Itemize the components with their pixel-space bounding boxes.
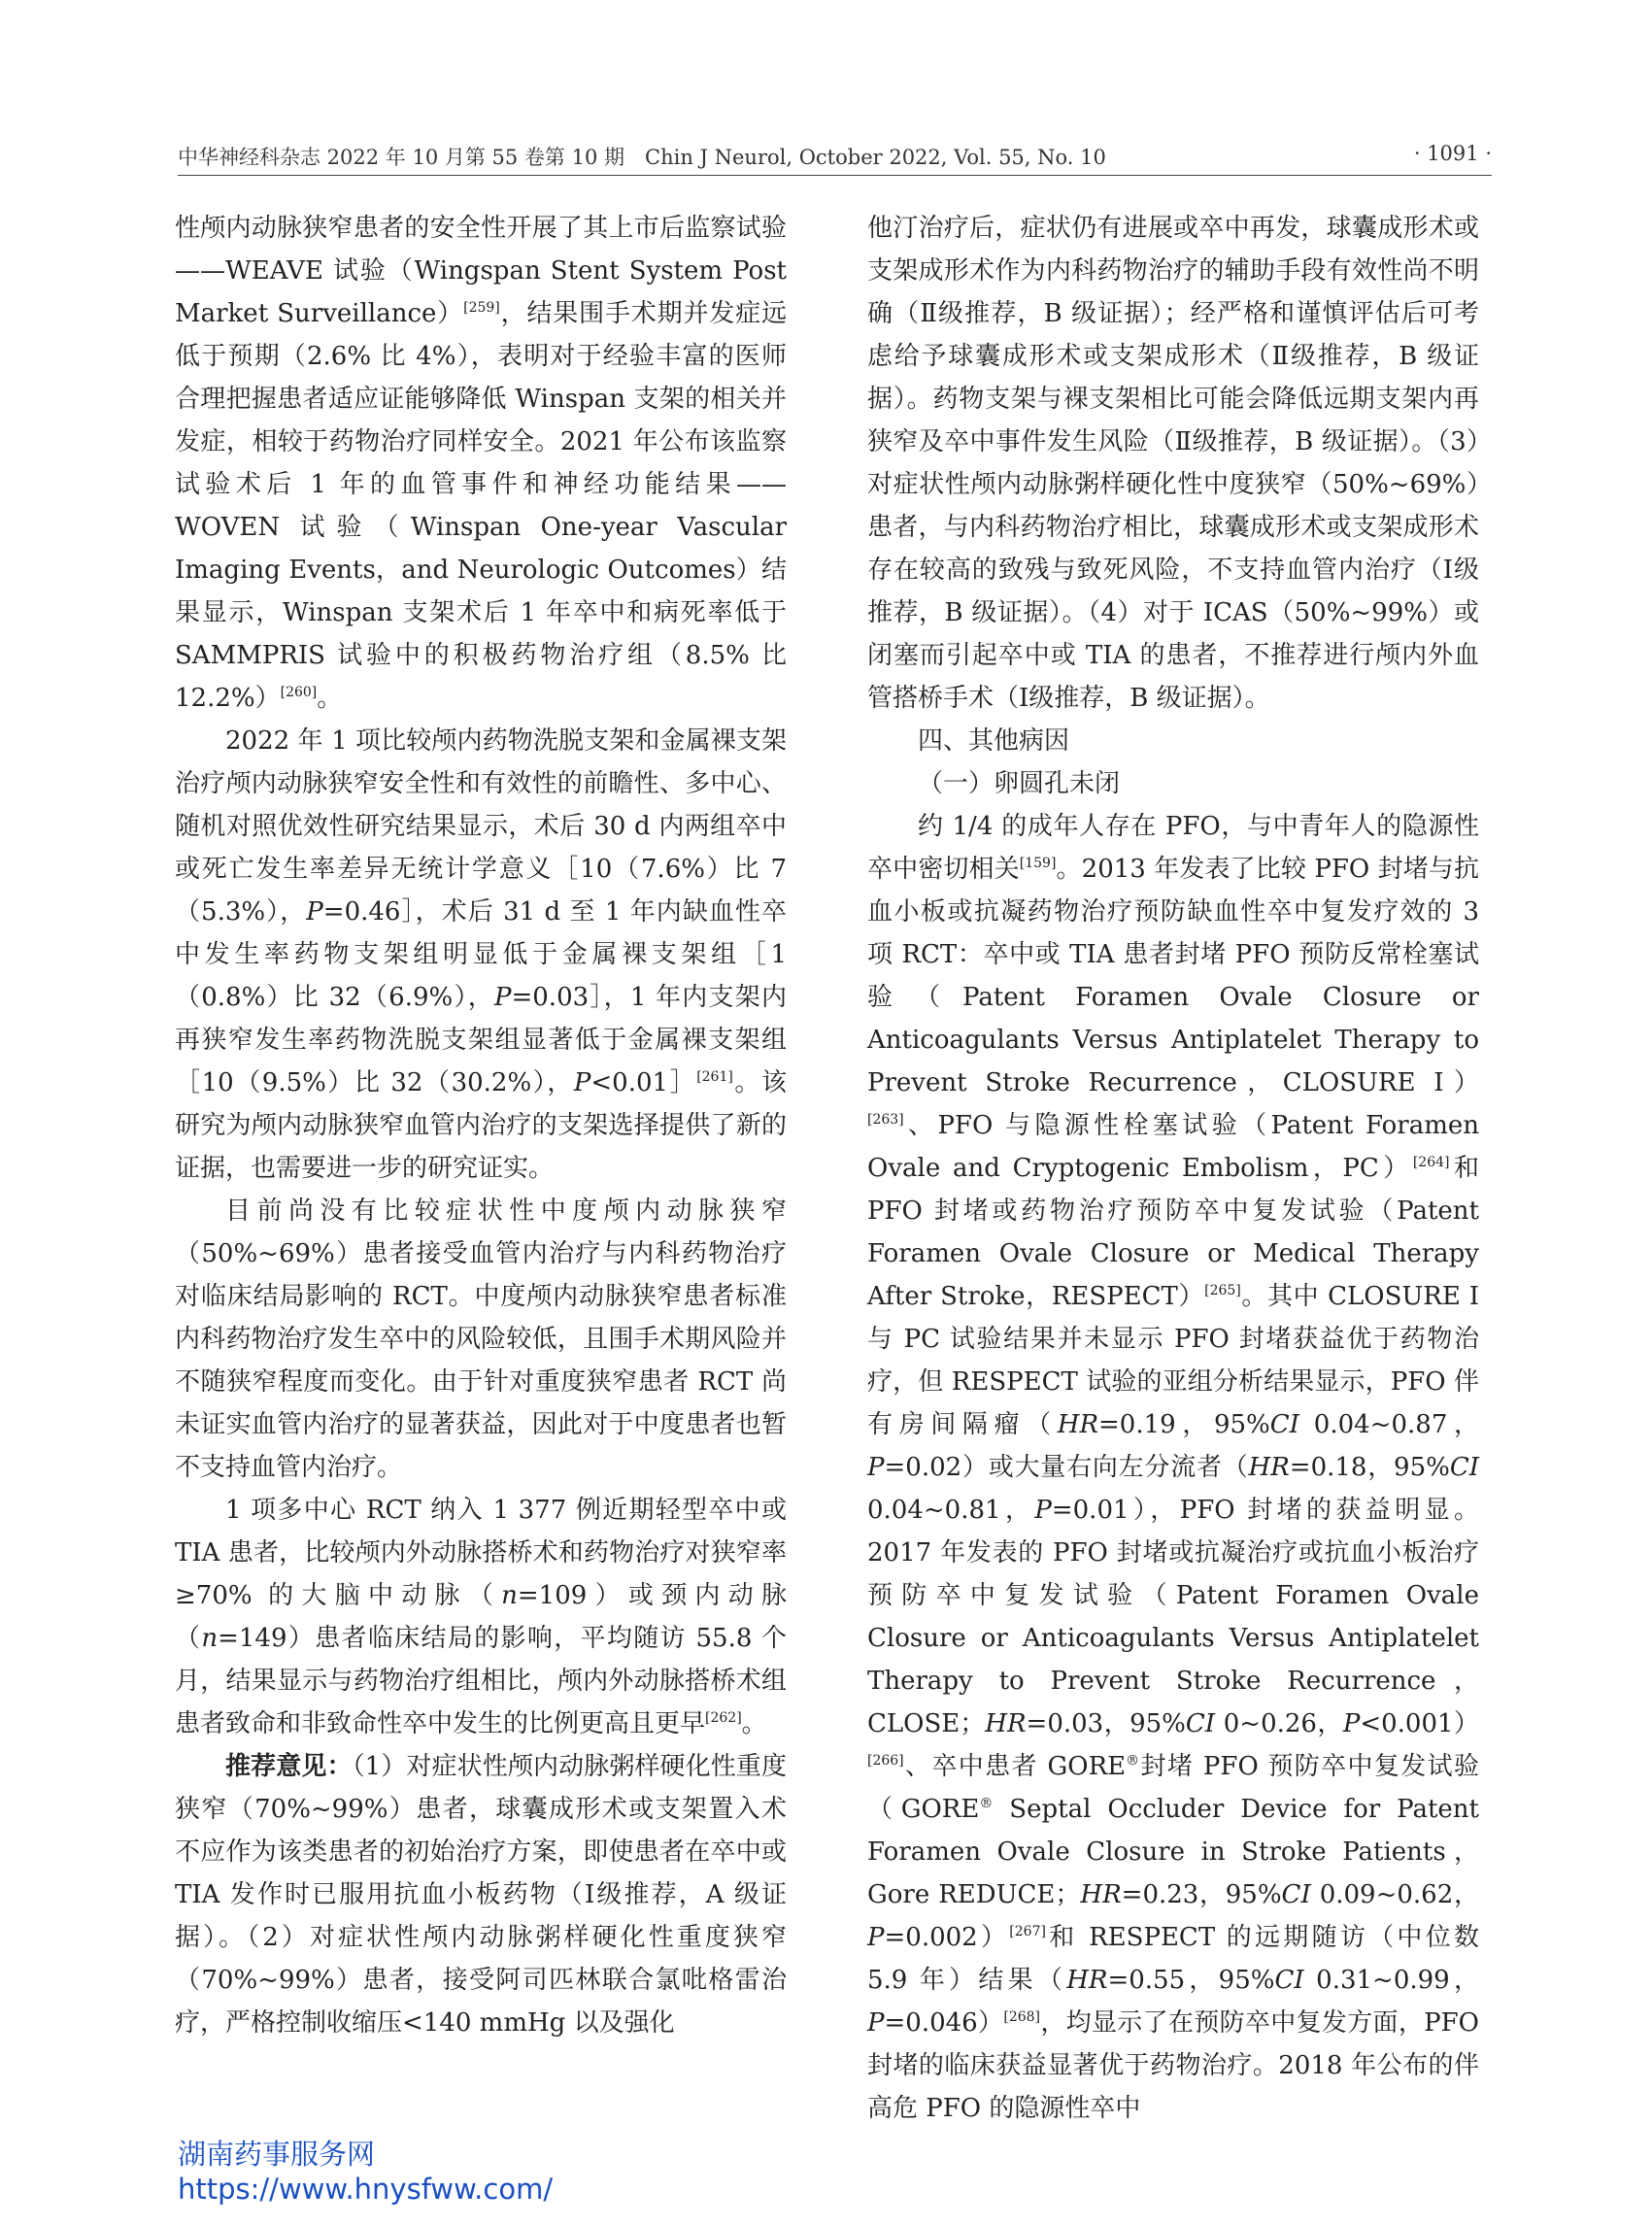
paragraph: 目前尚没有比较症状性中度颅内动脉狭窄（50%~69%）患者接受血管内治疗与内科药物治疗对临床结局影响的 RCT。中度颅内动脉狭窄患者标准内科药物治疗发生卒中的风险较低，且围手术期风险并不随狭窄程度而变化。由于针对重度狭窄患者 RCT 尚未证实血管内治疗的显著获益，因此对于中度患者也暂不支持血管内治疗。 bbox=[175, 1197, 787, 1482]
recommendation-paragraph: 推荐意见：（1）对症状性颅内动脉粥样硬化性重度狭窄（70%~99%）患者，球囊成形术或支架置入术不应作为该类患者的初始治疗方案，即使患者在卒中或 TIA 发作时已服用抗血小板药物（Ⅰ级推荐，A 级证据）。（2）对症状性颅内动脉粥样硬化性重度狭窄（70%~99%）患者，接受阿司匹林联合氯吡格雷治疗，严格控制收缩压<140 mmHg 以及强化 bbox=[175, 1752, 787, 2038]
paragraph: 约 1/4 的成年人存在 PFO，与中青年人的隐源性卒中密切相关[159]。2013 年发表了比较 PFO 封堵与抗血小板或抗凝药物治疗预防缺血性卒中复发疗效的 3 项 RCT：卒中或 TIA 患者封堵 PFO 预防反常栓塞试验（Patent Foramen Ovale Closure or Anticoagulants Versus Antiplatelet Therapy to Prevent Stroke Recurrence，CLOSURE Ⅰ）[263]、PFO 与隐源性栓塞试验（Patent Foramen Ovale and Cryptogenic Embolism，PC）[264]和 PFO 封堵或药物治疗预防卒中复发试验（Patent Foramen Ovale Closure or Medical Therapy After Stroke，RESPECT）[265]。其中 CLOSURE Ⅰ与 PC 试验结果并未显示 PFO 封堵获益优于药物治疗，但 RESPECT 试验的亚组分析结果显示，PFO 伴有房间隔瘤（HR=0.19，95%CI 0.04~0.87，P=0.02）或大量右向左分流者（HR=0.18，95%CI 0.04~0.81，P=0.01），PFO 封堵的获益明显。2017 年发表的 PFO 封堵或抗凝治疗或抗血小板治疗预防卒中复发试验（Patent Foramen Ovale Closure or Anticoagulants Versus Antiplatelet Therapy to Prevent Stroke Recurrence，CLOSE；HR=0.03，95%CI 0~0.26，P<0.001）[266]、卒中患者 GORE®封堵 PFO 预防卒中复发试验（GORE® Septal Occluder Device for Patent Foramen Ovale Closure in Stroke Patients，Gore REDUCE；HR=0.23，95%CI 0.09~0.62，P=0.002）[267]和 RESPECT 的远期随访（中位数 5.9 年）结果（HR=0.55，95%CI 0.31~0.99，P=0.046）[268]，均显示了在预防卒中复发方面，PFO 封堵的临床获益显著优于药物治疗。2018 年公布的伴高危 PFO 的隐源性卒中 bbox=[867, 812, 1480, 2123]
citation-ref[interactable]: [260] bbox=[280, 685, 318, 700]
running-header bbox=[178, 136, 1492, 176]
paragraph: 2022 年 1 项比较颅内药物洗脱支架和金属裸支架治疗颅内动脉狭窄安全性和有效性的前瞻性、多中心、随机对照优效性研究结果显示，术后 30 d 内两组卒中或死亡发生率差异无统计学意义［10（7.6%）比 7（5.3%），P=0.46］，术后 31 d 至 1 年内缺血性卒中发生率药物支架组明显低于金属裸支架组［1（0.8%）比 32（6.9%），P=0.03］，1 年内支架内再狭窄发生率药物洗脱支架组显著低于金属裸支架组［10（9.5%）比 32（30.2%），P<0.01］[261]。该研究为颅内动脉狭窄血管内治疗的支架选择提供了新的证据，也需要进一步的研究证实。 bbox=[175, 726, 787, 1183]
paragraph: 他汀治疗后，症状仍有进展或卒中再发，球囊成形术或支架成形术作为内科药物治疗的辅助手段有效性尚不明确（Ⅱ级推荐，B 级证据）；经严格和谨慎评估后可考虑给予球囊成形术或支架成形术（Ⅱ级推荐，B 级证据）。药物支架与裸支架相比可能会降低远期支架内再狭窄及卒中事件发生风险（Ⅱ级推荐，B 级证据）。（3）对症状性颅内动脉粥样硬化性中度狭窄（50%~69%）患者，与内科药物治疗相比，球囊成形术或支架成形术存在较高的致残与致死风险，不支持血管内治疗（Ⅰ级推荐，B 级证据）。（4）对于 ICAS（50%~99%）或闭塞而引起卒中或 TIA 的患者，不推荐进行颅内外血管搭桥手术（Ⅰ级推荐，B 级证据）。 bbox=[867, 214, 1479, 713]
site-name: 湖南药事服务网 bbox=[178, 2138, 376, 2171]
site-url-link[interactable]: https://www.hnysfww.com/ bbox=[178, 2173, 554, 2206]
recommendation-label: 推荐意见： bbox=[225, 1752, 353, 1781]
citation-ref[interactable]: [262] bbox=[705, 1710, 742, 1726]
citation-ref[interactable]: [263] bbox=[867, 1112, 904, 1128]
journal-citation: 中华神经科杂志 2022 年 10 月第 55 卷第 10 期 Chin J Neurol, October 2022, Vol. 55, No. 10 bbox=[178, 146, 1106, 169]
page-number: · 1091 · bbox=[1413, 142, 1492, 165]
citation-ref[interactable]: [266] bbox=[867, 1753, 904, 1769]
registered-mark: ® bbox=[979, 1796, 994, 1811]
citation-ref[interactable]: [265] bbox=[1204, 1283, 1241, 1298]
subsection-heading: （一）卵圆孔未闭 bbox=[918, 769, 1121, 798]
registered-mark: ® bbox=[1126, 1753, 1140, 1769]
watermark-footer bbox=[178, 2137, 553, 2207]
citation-ref[interactable]: [267] bbox=[1009, 1924, 1046, 1939]
paragraph: 1 项多中心 RCT 纳入 1 377 例近期轻型卒中或 TIA 患者，比较颅内外动脉搭桥术和药物治疗对狭窄率≥70% 的大脑中动脉（n=109）或颈内动脉（n=149）患者临床结局的影响，平均随访 55.8 个月，结果显示与药物治疗组相比，颅内外动脉搭桥术组患者致命和非致命性卒中发生的比例更高且更早[262]。 bbox=[175, 1496, 787, 1738]
citation-ref[interactable]: [259] bbox=[463, 300, 500, 316]
citation-ref[interactable]: [268] bbox=[1003, 2009, 1041, 2025]
citation-ref[interactable]: [261] bbox=[696, 1069, 733, 1085]
citation-ref[interactable]: [264] bbox=[1412, 1155, 1450, 1170]
section-heading: 四、其他病因 bbox=[918, 726, 1070, 756]
citation-ref[interactable]: [159] bbox=[1019, 856, 1057, 871]
paragraph: 性颅内动脉狭窄患者的安全性开展了其上市后监察试验——WEAVE 试验（Wingspan Stent System Post Market Surveillance）[259]，结果围手术期并发症远低于预期（2.6% 比 4%），表明对于经验丰富的医师合理把握患者适应证能够降低 Winspan 支架的相关并发症，相较于药物治疗同样安全。2021 年公布该监察试验术后 1 年的血管事件和神经功能结果——WOVEN 试验（Winspan One-year Vascular Imaging Events，and Neurologic Outcomes）结果显示，Winspan 支架术后 1 年卒中和病死率低于 SAMMPRIS 试验中的积极药物治疗组（8.5% 比 12.2%）[260]。 bbox=[175, 214, 787, 713]
right-column bbox=[867, 207, 1479, 2130]
left-column bbox=[175, 207, 787, 2044]
